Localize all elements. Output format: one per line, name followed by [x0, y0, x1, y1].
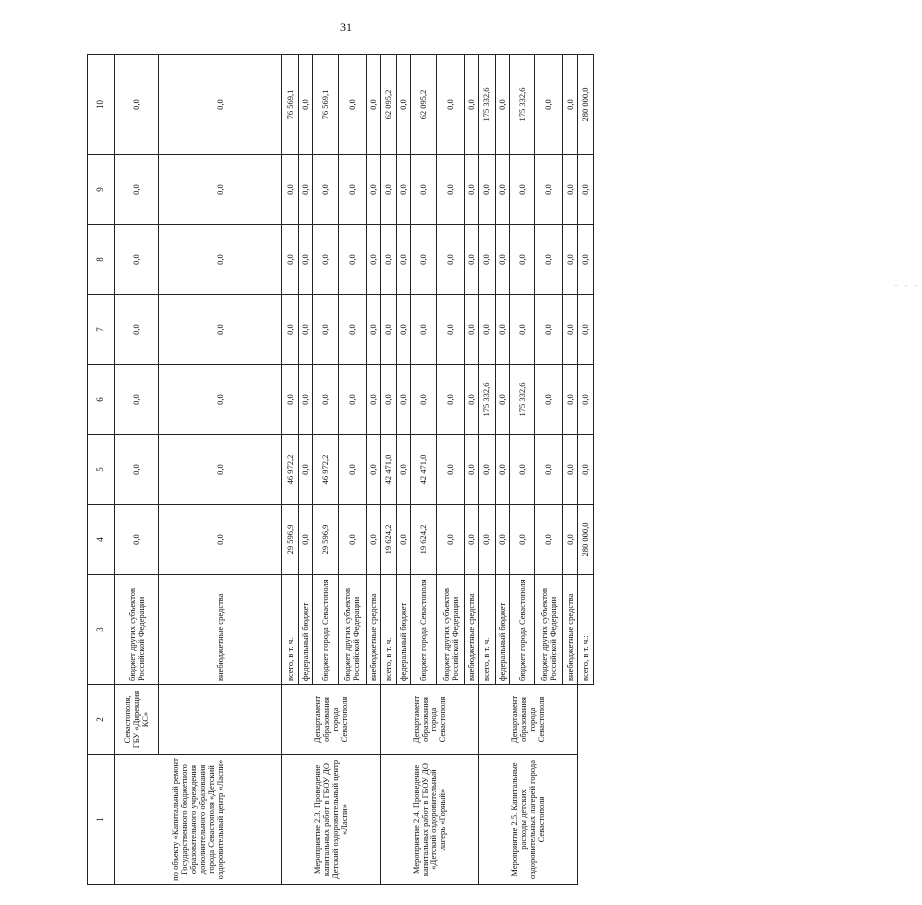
- value-cell: 0,0: [282, 365, 298, 435]
- value-cell: 0,0: [509, 435, 535, 505]
- value-cell: 0,0: [535, 55, 563, 155]
- source-cell: бюджет города Севастополя: [509, 575, 535, 685]
- value-cell: 0,0: [535, 295, 563, 365]
- total-value-cell: 0,0: [577, 365, 594, 435]
- value-cell: 0,0: [509, 295, 535, 365]
- value-cell: 0,0: [380, 155, 396, 225]
- value-cell: 0,0: [397, 55, 411, 155]
- value-cell: 0,0: [535, 365, 563, 435]
- source-cell: бюджет других субъектов Российской Федерации: [535, 575, 563, 685]
- value-cell: 0,0: [312, 155, 338, 225]
- value-cell: 0,0: [380, 295, 396, 365]
- value-cell: 0,0: [366, 295, 380, 365]
- value-cell: 0,0: [282, 155, 298, 225]
- value-cell: 0,0: [436, 155, 464, 225]
- value-cell: 0,0: [465, 365, 479, 435]
- value-cell: 0,0: [366, 365, 380, 435]
- value-cell: 0,0: [436, 365, 464, 435]
- value-cell: 0,0: [380, 225, 396, 295]
- value-cell: 0,0: [114, 295, 159, 365]
- executor-cell-empty: [159, 685, 282, 755]
- value-cell: 0,0: [397, 225, 411, 295]
- measure-cell: Мероприятие 2.5. Капитальные расходы детских оздоровительных лагерей города Севастополя: [479, 755, 577, 885]
- value-cell: 0,0: [298, 55, 312, 155]
- value-cell: 76 569,1: [312, 55, 338, 155]
- header-cell: 5: [88, 435, 115, 505]
- source-cell: федеральный бюджет: [397, 575, 411, 685]
- total-value-cell: 280 000,0: [577, 505, 594, 575]
- value-cell: 0,0: [312, 295, 338, 365]
- value-cell: 42 471,0: [411, 435, 437, 505]
- value-cell: 0,0: [436, 225, 464, 295]
- value-cell: 0,0: [298, 155, 312, 225]
- value-cell: 0,0: [159, 225, 282, 295]
- executor-cell: Департамент образования города Севастополя: [479, 685, 577, 755]
- executor-cell: Севастополя, ГБУ «Дирекция КС»: [114, 685, 159, 755]
- value-cell: 0,0: [298, 435, 312, 505]
- value-cell: 0,0: [298, 365, 312, 435]
- value-cell: 0,0: [535, 505, 563, 575]
- value-cell: 62 095,2: [380, 55, 396, 155]
- value-cell: 0,0: [495, 55, 509, 155]
- source-cell: федеральный бюджет: [298, 575, 312, 685]
- value-cell: 0,0: [411, 155, 437, 225]
- header-cell: 2: [88, 685, 115, 755]
- value-cell: 175 332,6: [479, 55, 495, 155]
- value-cell: 175 332,6: [509, 365, 535, 435]
- budget-table: [87, 54, 594, 885]
- value-cell: 0,0: [563, 225, 577, 295]
- value-cell: 0,0: [563, 435, 577, 505]
- value-cell: 0,0: [338, 55, 366, 155]
- value-cell: 0,0: [397, 505, 411, 575]
- value-cell: 175 332,6: [509, 55, 535, 155]
- value-cell: 0,0: [479, 155, 495, 225]
- executor-cell: Департамент образования города Севастополя: [380, 685, 478, 755]
- table-row: [114, 55, 159, 885]
- table-row: [282, 55, 298, 885]
- value-cell: 0,0: [114, 155, 159, 225]
- header-cell: 10: [88, 55, 115, 155]
- source-cell: бюджет города Севастополя: [411, 575, 437, 685]
- value-cell: 0,0: [159, 505, 282, 575]
- total-blank-cell: [577, 755, 594, 885]
- source-cell: внебюджетные средства: [159, 575, 282, 685]
- measure-cell: Мероприятие 2.4. Проведение капитальных работ в ГБОУ ДО «Детский оздоровительный лагерь «Горный»: [380, 755, 478, 885]
- total-row: [577, 55, 594, 885]
- header-cell: 1: [88, 755, 115, 885]
- value-cell: 42 471,0: [380, 435, 396, 505]
- rotated-page-content: [87, 55, 921, 885]
- value-cell: 0,0: [479, 225, 495, 295]
- header-row: [88, 55, 115, 885]
- value-cell: 0,0: [495, 505, 509, 575]
- margin-marks: · · ·: [892, 284, 921, 287]
- value-cell: 0,0: [159, 155, 282, 225]
- source-cell: бюджет других субъектов Российской Федерации: [338, 575, 366, 685]
- value-cell: 0,0: [114, 55, 159, 155]
- source-cell: всего, в т. ч.: [282, 575, 298, 685]
- value-cell: 0,0: [159, 55, 282, 155]
- value-cell: 0,0: [563, 55, 577, 155]
- value-cell: 0,0: [380, 365, 396, 435]
- value-cell: 0,0: [114, 505, 159, 575]
- table-row: [479, 55, 495, 885]
- value-cell: 0,0: [563, 505, 577, 575]
- value-cell: 0,0: [479, 295, 495, 365]
- header-cell: 9: [88, 155, 115, 225]
- value-cell: 0,0: [159, 295, 282, 365]
- source-cell: бюджет города Севастополя: [312, 575, 338, 685]
- value-cell: 175 332,6: [479, 365, 495, 435]
- value-cell: 0,0: [509, 505, 535, 575]
- value-cell: 0,0: [495, 155, 509, 225]
- value-cell: 0,0: [366, 155, 380, 225]
- value-cell: 0,0: [465, 435, 479, 505]
- value-cell: 0,0: [436, 295, 464, 365]
- value-cell: 0,0: [509, 225, 535, 295]
- total-label-cell: всего, в т. ч.:: [577, 575, 594, 685]
- value-cell: 0,0: [338, 295, 366, 365]
- page-number: 31: [340, 20, 352, 34]
- value-cell: 0,0: [338, 365, 366, 435]
- value-cell: 0,0: [509, 155, 535, 225]
- value-cell: 0,0: [366, 55, 380, 155]
- value-cell: 0,0: [114, 225, 159, 295]
- header-cell: 7: [88, 295, 115, 365]
- value-cell: 0,0: [495, 225, 509, 295]
- value-cell: 0,0: [535, 155, 563, 225]
- value-cell: 0,0: [282, 295, 298, 365]
- value-cell: 0,0: [298, 505, 312, 575]
- value-cell: 0,0: [495, 435, 509, 505]
- source-cell: федеральный бюджет: [495, 575, 509, 685]
- source-cell: бюджет других субъектов Российской Федерации: [114, 575, 159, 685]
- value-cell: 0,0: [495, 295, 509, 365]
- source-cell: всего, в т. ч.: [479, 575, 495, 685]
- value-cell: 76 569,1: [282, 55, 298, 155]
- value-cell: 0,0: [465, 225, 479, 295]
- source-cell: внебюджетные средства: [563, 575, 577, 685]
- total-value-cell: 0,0: [577, 155, 594, 225]
- value-cell: 0,0: [366, 505, 380, 575]
- header-cell: 8: [88, 225, 115, 295]
- value-cell: 0,0: [298, 225, 312, 295]
- value-cell: 0,0: [159, 365, 282, 435]
- value-cell: 0,0: [411, 225, 437, 295]
- value-cell: 0,0: [465, 295, 479, 365]
- value-cell: 0,0: [397, 155, 411, 225]
- measure-cell: Мероприятие 2.3. Проведение капитальных работ в ГБОУ ДО Детский оздоровительный центр «Ласпи»: [282, 755, 380, 885]
- value-cell: 0,0: [465, 55, 479, 155]
- value-cell: 0,0: [436, 505, 464, 575]
- value-cell: 0,0: [312, 225, 338, 295]
- value-cell: 0,0: [298, 295, 312, 365]
- source-cell: внебюджетные средства: [465, 575, 479, 685]
- value-cell: 0,0: [563, 295, 577, 365]
- value-cell: 0,0: [465, 155, 479, 225]
- value-cell: 0,0: [338, 225, 366, 295]
- value-cell: 0,0: [411, 365, 437, 435]
- value-cell: 62 095,2: [411, 55, 437, 155]
- value-cell: 0,0: [535, 225, 563, 295]
- value-cell: 46 972,2: [282, 435, 298, 505]
- value-cell: 0,0: [397, 435, 411, 505]
- value-cell: 19 624,2: [411, 505, 437, 575]
- value-cell: 0,0: [563, 365, 577, 435]
- value-cell: 0,0: [114, 435, 159, 505]
- value-cell: 0,0: [535, 435, 563, 505]
- executor-cell: Департамент образования города Севастополя: [282, 685, 380, 755]
- total-value-cell: 280 000,0: [577, 55, 594, 155]
- source-cell: бюджет других субъектов Российской Федерации: [436, 575, 464, 685]
- value-cell: 0,0: [338, 505, 366, 575]
- header-cell: 3: [88, 575, 115, 685]
- value-cell: 0,0: [436, 55, 464, 155]
- value-cell: 29 596,9: [282, 505, 298, 575]
- value-cell: 0,0: [411, 295, 437, 365]
- value-cell: 0,0: [479, 505, 495, 575]
- total-blank-cell: [577, 685, 594, 755]
- value-cell: 0,0: [312, 365, 338, 435]
- value-cell: 0,0: [436, 435, 464, 505]
- measure-cell: по объекту «Капитальный ремонт Государственного бюджетного образовательного учреждения дополнительного образования города Севастополя «Детский оздоровительный центр «Ласпи»: [114, 755, 281, 885]
- value-cell: 0,0: [563, 155, 577, 225]
- total-value-cell: 0,0: [577, 435, 594, 505]
- value-cell: 0,0: [338, 435, 366, 505]
- value-cell: 46 972,2: [312, 435, 338, 505]
- header-cell: 6: [88, 365, 115, 435]
- value-cell: 0,0: [338, 155, 366, 225]
- value-cell: 0,0: [366, 435, 380, 505]
- value-cell: 0,0: [114, 365, 159, 435]
- value-cell: 0,0: [465, 505, 479, 575]
- value-cell: 0,0: [366, 225, 380, 295]
- total-value-cell: 0,0: [577, 295, 594, 365]
- source-cell: всего, в т. ч.: [380, 575, 396, 685]
- value-cell: 0,0: [397, 295, 411, 365]
- value-cell: 0,0: [479, 435, 495, 505]
- value-cell: 29 596,9: [312, 505, 338, 575]
- value-cell: 19 624,2: [380, 505, 396, 575]
- source-cell: внебюджетные средства: [366, 575, 380, 685]
- value-cell: 0,0: [397, 365, 411, 435]
- value-cell: 0,0: [495, 365, 509, 435]
- table-row: [380, 55, 396, 885]
- total-value-cell: 0,0: [577, 225, 594, 295]
- value-cell: 0,0: [159, 435, 282, 505]
- value-cell: 0,0: [282, 225, 298, 295]
- header-cell: 4: [88, 505, 115, 575]
